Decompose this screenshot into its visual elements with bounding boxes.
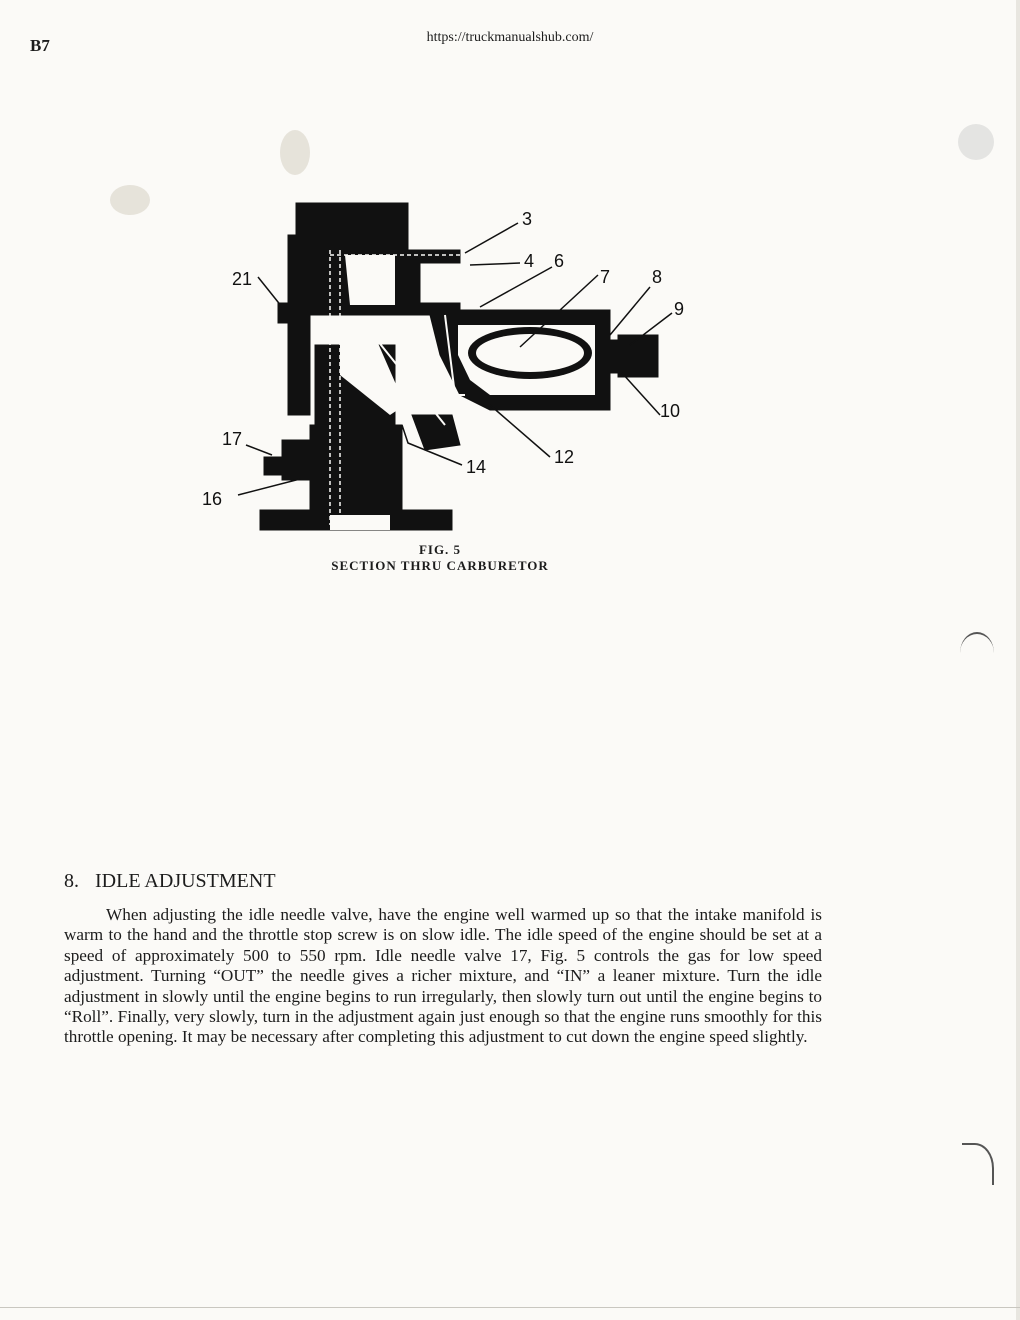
page-number: B7 xyxy=(30,36,50,55)
callout-label: 9 xyxy=(674,299,685,319)
figure-title: SECTION THRU CARBURETOR xyxy=(331,558,549,573)
binder-hole xyxy=(958,124,994,160)
callout-label: 3 xyxy=(522,209,533,229)
section-heading xyxy=(64,870,276,893)
callout-label: 7 xyxy=(600,267,611,287)
callout-label: 6 xyxy=(554,251,565,271)
body-paragraph: When adjusting the idle needle valve, have the engine well warmed up so that the intake manifold is warm to the hand and the throttle stop screw is on slow idle. The idle speed of the engine should be set at a speed of approximately 500 to 550 rpm. Idle needle valve 17, Fig. 5 controls the gas for low speed adjustment. Turning “OUT” the needle gives a richer mixture, and “IN” a leaner mixture. Turn the idle adjustment in slowly until the engine begins to run irregularly, then slowly turn out until the engine begins to “Roll”. Finally, very slowly, turn in the adjustment again just enough so that the engine runs smoothly for this throttle opening. It may be necessary after completing this adjustment to cut down the engine speed slightly. xyxy=(64,905,822,1047)
stain xyxy=(110,185,150,215)
callout-label: 16 xyxy=(202,489,223,509)
section-number: 8. xyxy=(64,870,79,892)
binder-hole xyxy=(962,1143,994,1185)
binder-hole xyxy=(960,632,994,674)
callout-label: 17 xyxy=(222,429,243,449)
figure-caption xyxy=(290,542,590,574)
section-body xyxy=(64,905,822,1048)
page-bottom-edge xyxy=(0,1307,1020,1308)
callout-label: 14 xyxy=(466,457,487,477)
callout-label: 21 xyxy=(232,269,253,289)
callout-label: 10 xyxy=(660,401,681,421)
callout-label: 4 xyxy=(524,251,535,271)
stain xyxy=(280,130,310,175)
callout-label: 8 xyxy=(652,267,663,287)
section-title: IDLE ADJUSTMENT xyxy=(95,870,276,892)
callout-label: 12 xyxy=(554,447,575,467)
carburetor-section-diagram xyxy=(190,195,710,535)
source-url: https://truckmanualshub.com/ xyxy=(426,30,594,45)
figure-number: FIG. 5 xyxy=(418,542,462,557)
page-edge xyxy=(1016,0,1020,1320)
